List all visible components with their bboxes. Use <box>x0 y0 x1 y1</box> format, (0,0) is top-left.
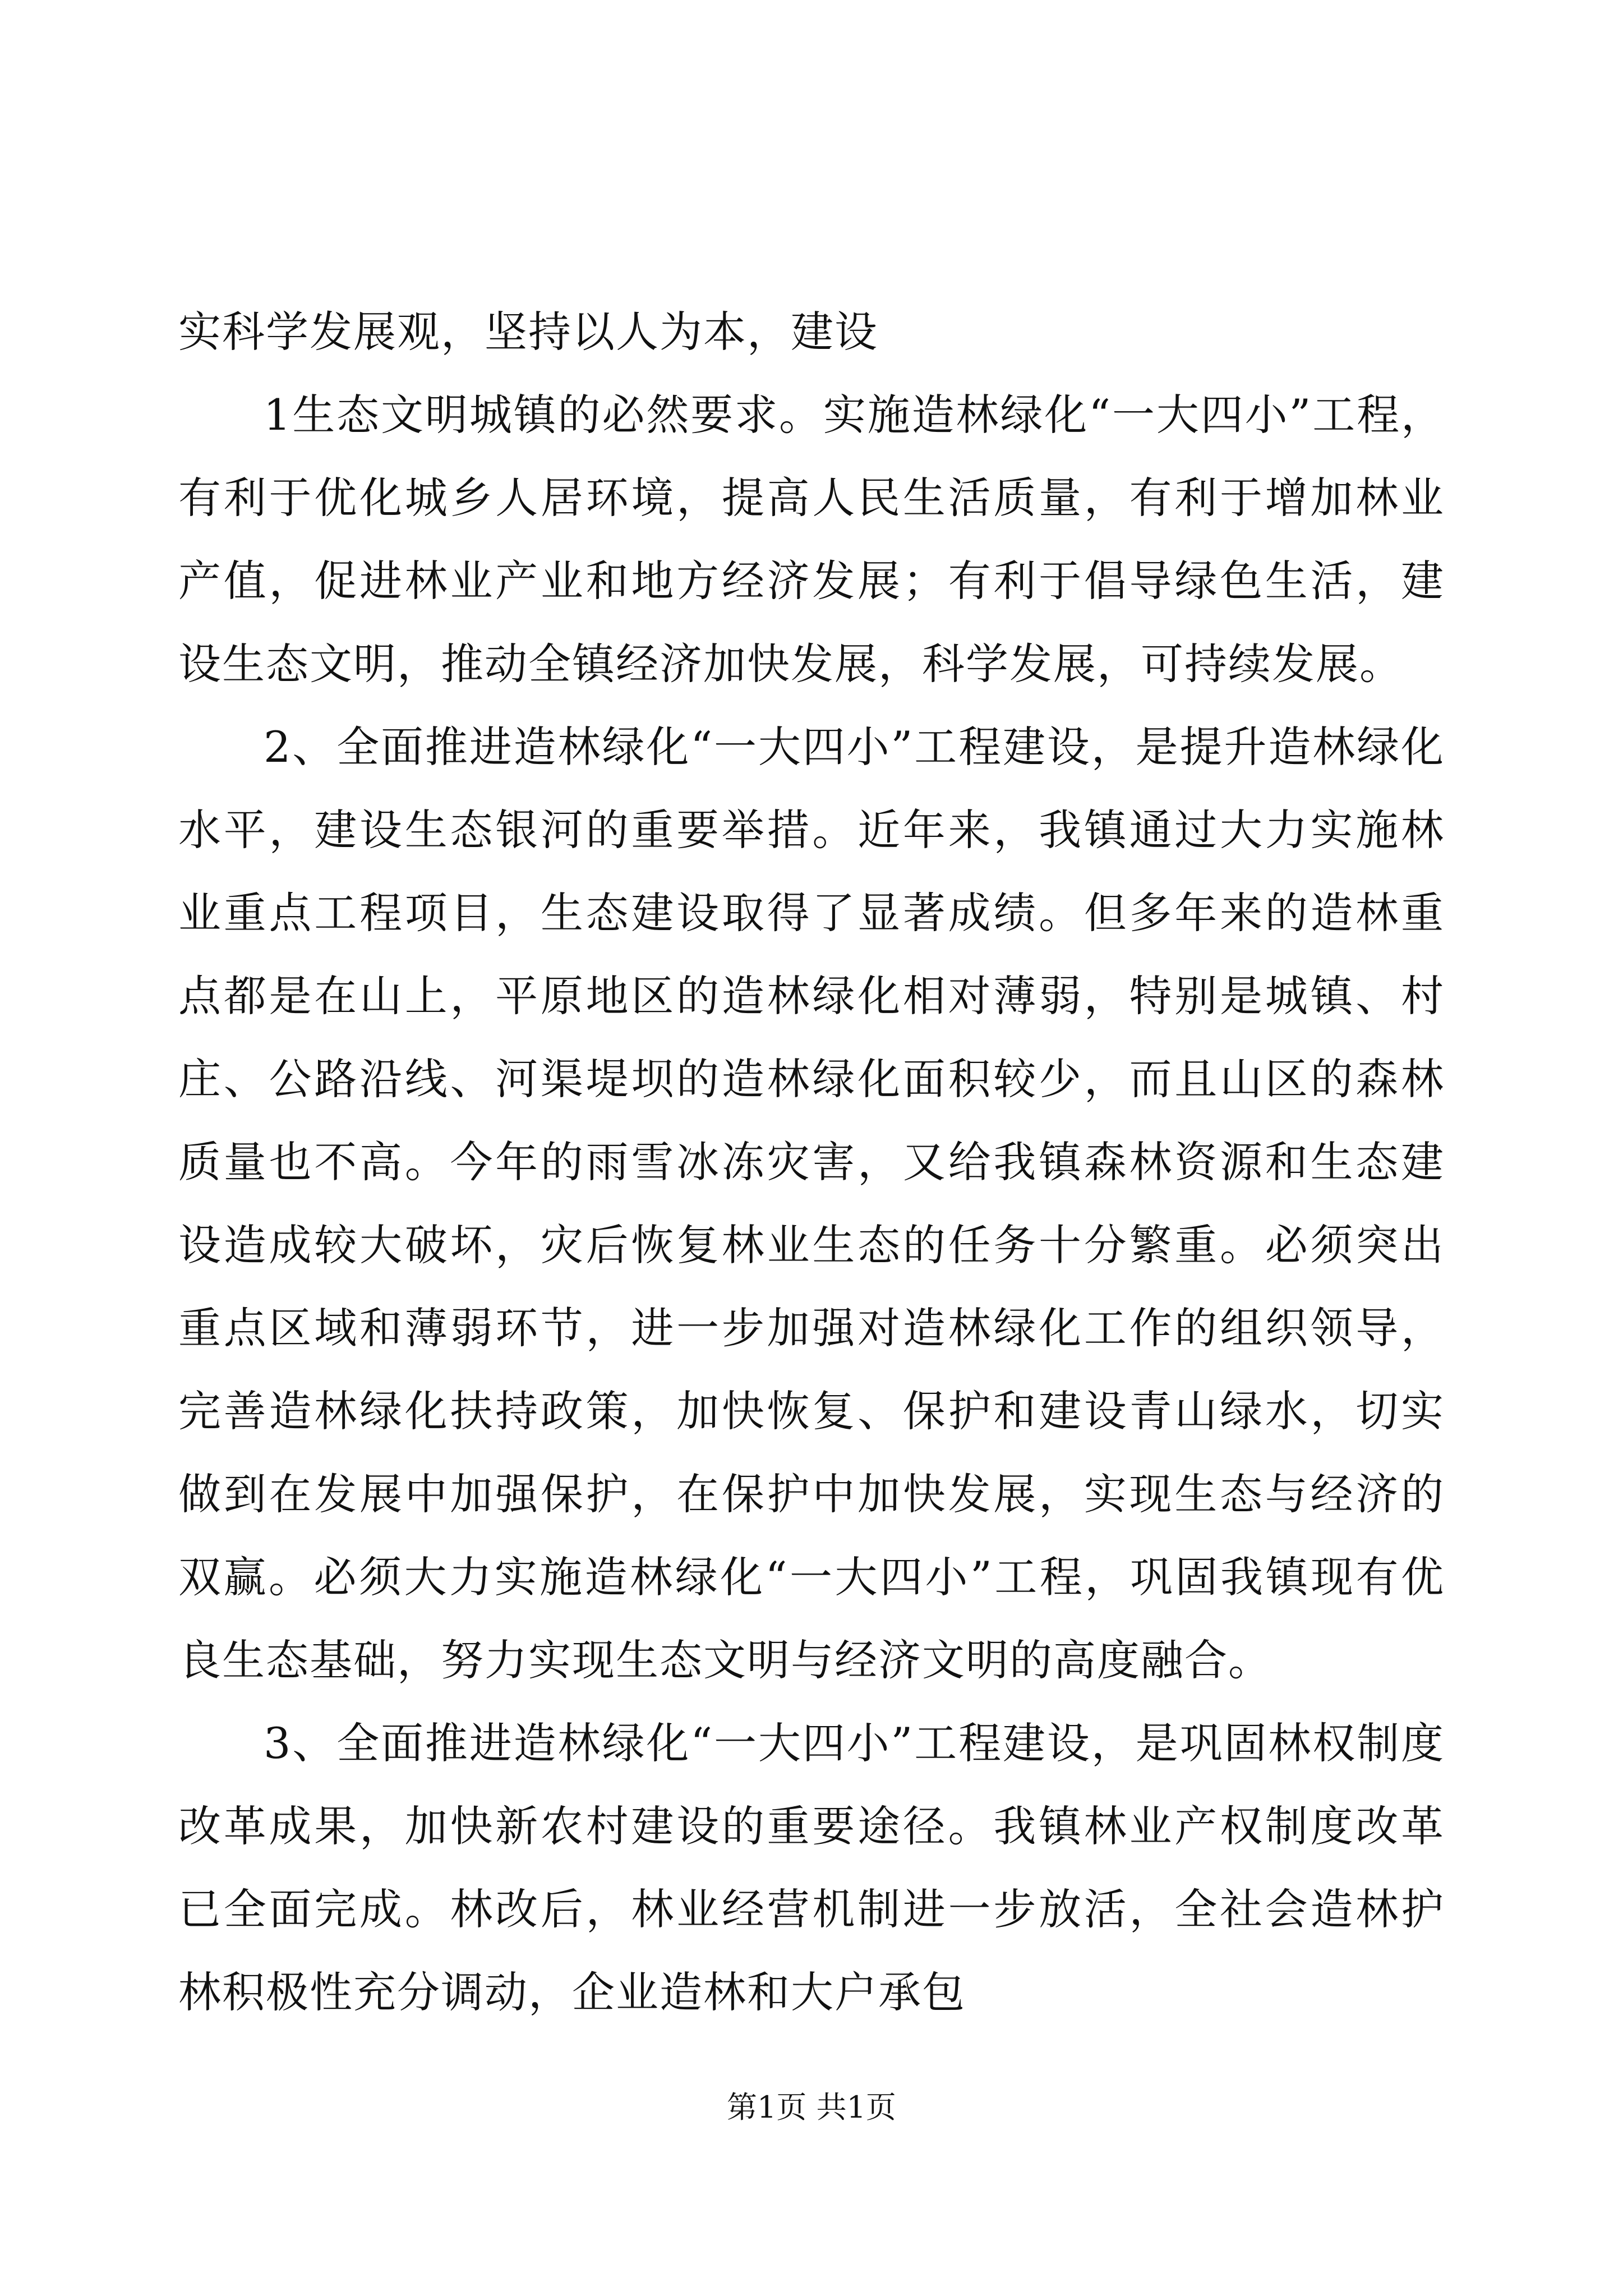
document-body <box>178 291 1445 2034</box>
paragraph-1: 1生态文明城镇的必然要求。实施造林绿化“一大四小”工程，有利于优化城乡人居环境，提高人民生活质量，有利于增加林业产值，促进林业产业和地方经济发展；有利于倡导绿色生活，建设生态文明，推动全镇经济加快发展，科学发展，可持续发展。 <box>178 390 1445 689</box>
paragraph-continuation: 实科学发展观，坚持以人为本，建设 <box>178 307 878 357</box>
page-footer: 第1页 共1页 <box>727 2090 896 2125</box>
paragraph-3: 3、全面推进造林绿化“一大四小”工程建设，是巩固林权制度改革成果，加快新农村建设的重要途径。我镇林业产权制度改革已全面完成。林改后，林业经营机制进一步放活，全社会造林护林积极性充分调动，企业造林和大户承包 <box>178 1718 1445 2017</box>
paragraph-2: 2、全面推进造林绿化“一大四小”工程建设，是提升造林绿化水平，建设生态银河的重要举措。近年来，我镇通过大力实施林业重点工程项目，生态建设取得了显著成绩。但多年来的造林重点都是在山上，平原地区的造林绿化相对薄弱，特别是城镇、村庄、公路沿线、河渠堤坝的造林绿化面积较少，而且山区的森林质量也不高。今年的雨雪冰冻灾害，又给我镇森林资源和生态建设造成较大破坏，灾后恢复林业生态的任务十分繁重。必须突出重点区域和薄弱环节，进一步加强对造林绿化工作的组织领导，完善造林绿化扶持政策，加快恢复、保护和建设青山绿水，切实做到在发展中加强保护，在保护中加快发展，实现生态与经济的双赢。必须大力实施造林绿化“一大四小”工程，巩固我镇现有优良生态基础，努力实现生态文明与经济文明的高度融合。 <box>178 722 1445 1685</box>
